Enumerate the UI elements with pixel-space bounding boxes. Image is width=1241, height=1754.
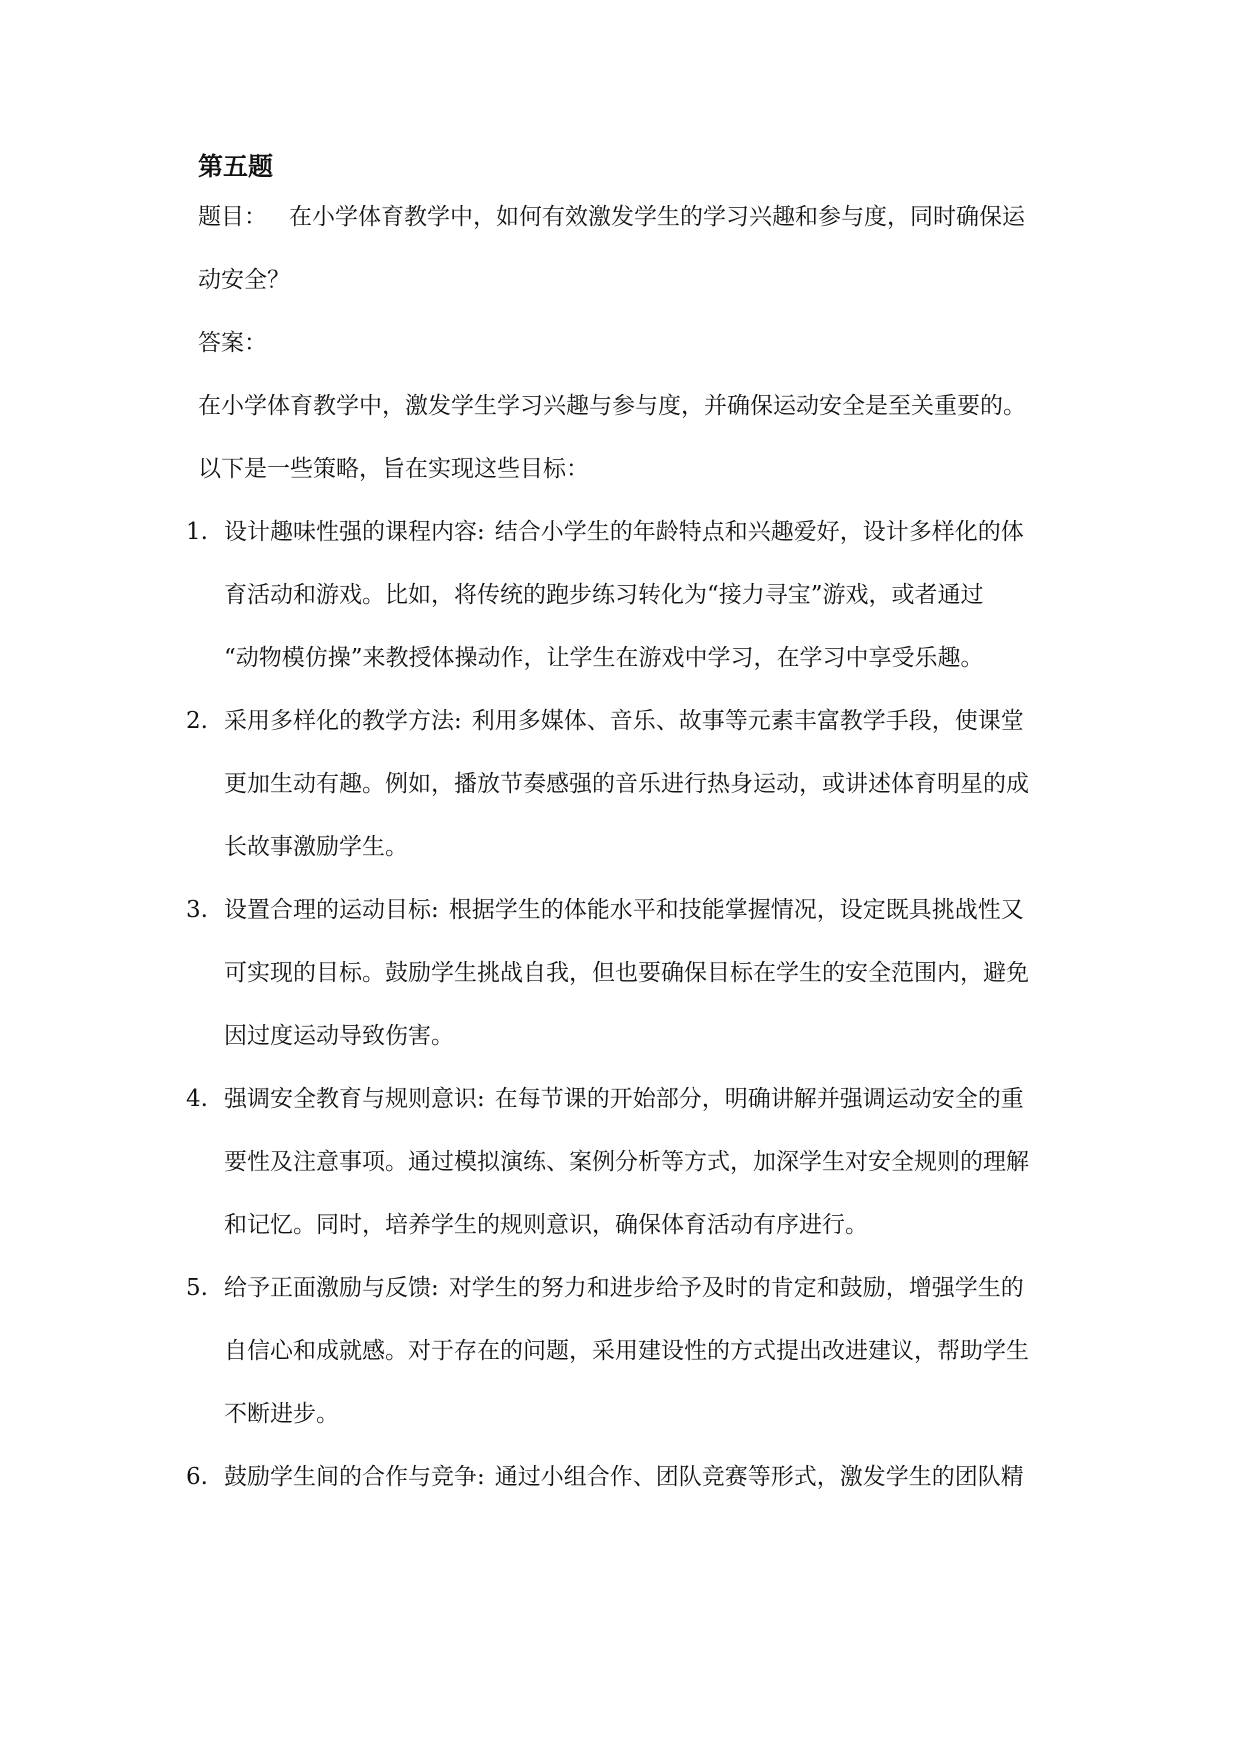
list-line: 可实现的目标。鼓励学生挑战自我，但也要确保目标在学生的安全范围内，避免 <box>224 960 1029 986</box>
item-text: 根据学生的体能水平和技能掌握情况，设定既具挑战性又 <box>448 897 1024 923</box>
list-line <box>224 1257 1106 1320</box>
list-line: 和记忆。同时，培养学生的规则意识，确保体育活动有序进行。 <box>224 1212 868 1238</box>
list-line <box>224 690 1106 753</box>
list-item <box>186 1257 1106 1446</box>
question-line-2: 动安全？ <box>198 267 290 293</box>
list-line <box>224 1446 1106 1509</box>
item-title: 设计趣味性强的课程内容: <box>224 519 485 545</box>
list-number: 3. <box>186 897 208 923</box>
list-line: 育活动和游戏。比如，将传统的跑步练习转化为“接力寻宝”游戏，或者通过 <box>224 582 984 608</box>
list-item <box>186 1446 1106 1509</box>
list-item <box>186 879 1106 1068</box>
list-item <box>186 501 1106 690</box>
item-text: 结合小学生的年龄特点和兴趣爱好，设计多样化的体 <box>494 519 1024 545</box>
item-title: 设置合理的运动目标: <box>224 897 439 923</box>
intro-line-1: 在小学体育教学中，激发学生学习兴趣与参与度，并确保运动安全是至关重要的。 <box>198 393 1026 419</box>
page-title: 第五题 <box>198 152 274 181</box>
item-text: 在每节课的开始部分，明确讲解并强调运动安全的重 <box>494 1086 1024 1112</box>
answer-label: 答案： <box>198 330 267 356</box>
item-text: 利用多媒体、音乐、故事等元素丰富教学手段，使课堂 <box>471 708 1024 734</box>
list-number: 4. <box>186 1086 208 1112</box>
list-number: 1. <box>186 519 208 545</box>
list-line: 自信心和成就感。对于存在的问题，采用建设性的方式提出改进建议，帮助学生 <box>224 1338 1029 1364</box>
list-line: 因过度运动导致伤害。 <box>224 1023 454 1049</box>
intro-line-2: 以下是一些策略，旨在实现这些目标： <box>198 456 589 482</box>
list-line: 要性及注意事项。通过模拟演练、案例分析等方式，加深学生对安全规则的理解 <box>224 1149 1029 1175</box>
item-title: 强调安全教育与规则意识: <box>224 1086 485 1112</box>
list-line: 不断进步。 <box>224 1401 339 1427</box>
item-text: 通过小组合作、团队竞赛等形式，激发学生的团队精 <box>494 1464 1024 1490</box>
list-item <box>186 1068 1106 1257</box>
item-title: 采用多样化的教学方法: <box>224 708 462 734</box>
list-line <box>224 1068 1106 1131</box>
item-title: 鼓励学生间的合作与竞争: <box>224 1464 485 1490</box>
item-text: 对学生的努力和进步给予及时的肯定和鼓励，增强学生的 <box>448 1275 1024 1301</box>
list-line <box>224 879 1106 942</box>
item-title: 给予正面激励与反馈: <box>224 1275 439 1301</box>
list-line: 长故事激励学生。 <box>224 834 408 860</box>
list-item <box>186 690 1106 879</box>
question-text: 在小学体育教学中，如何有效激发学生的学习兴趣和参与度，同时确保运 <box>289 204 1025 230</box>
list-line: 更加生动有趣。例如，播放节奏感强的音乐进行热身运动，或讲述体育明星的成 <box>224 771 1029 797</box>
question-label: 题目： <box>198 204 267 230</box>
list-line: “动物模仿操”来教授体操动作，让学生在游戏中学习，在学习中享受乐趣。 <box>224 645 984 671</box>
list-number: 2. <box>186 708 208 734</box>
question-line-1 <box>198 186 1098 249</box>
list-line <box>224 501 1106 564</box>
list-number: 6. <box>186 1464 208 1490</box>
list-number: 5. <box>186 1275 208 1301</box>
